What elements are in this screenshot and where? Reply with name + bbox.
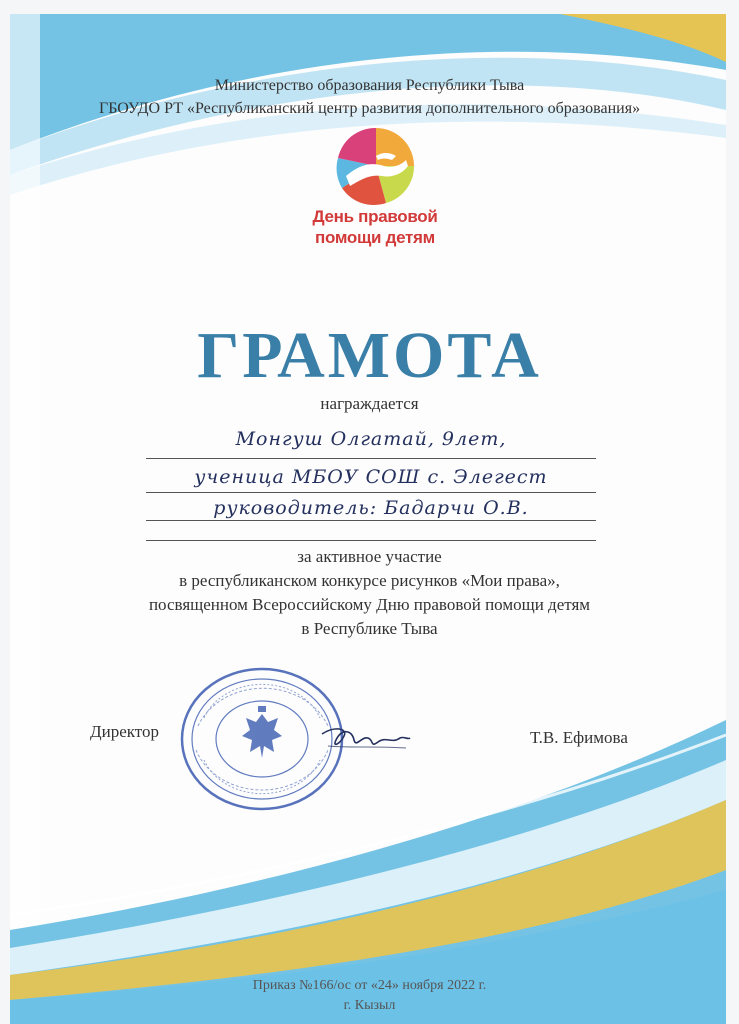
reason-line-1: за активное участие [297, 547, 442, 566]
organization-header: ГБОУДО РТ «Республиканский центр развития дополнительного образования» [98, 100, 641, 117]
reason-line-3: посвященном Всероссийскому Дню правовой помощи детям [148, 595, 591, 614]
recipient-line-2: ученица МБОУ СОШ с. Элегест [194, 466, 548, 488]
reason-line-2: в республиканском конкурсе рисунков «Мои права», [179, 571, 560, 590]
underline [146, 492, 596, 493]
handwritten-signature-icon [318, 718, 414, 758]
hands-circle-logo-icon [326, 126, 430, 206]
underline [146, 520, 596, 521]
logo-text-line1: День правовой [312, 207, 438, 226]
underline [146, 540, 596, 541]
logo-text-line2: помощи детям [315, 228, 435, 247]
recipient-line-3: руководитель: Бадарчи О.В. [213, 497, 529, 519]
recipient-line-1: Монгуш Олгатай, 9лет, [235, 428, 507, 450]
reason-line-4: в Республике Тыва [301, 619, 438, 638]
certificate-title: ГРАМОТА [197, 319, 542, 392]
logo-text [290, 206, 460, 248]
ministry-header: Министерство образования Республики Тыва [214, 77, 525, 94]
city-footer: г. Кызыл [343, 998, 396, 1013]
underline [146, 458, 596, 459]
director-name: Т.В. Ефимова [530, 728, 628, 747]
awarded-label: награждается [320, 394, 419, 413]
director-label: Директор [90, 722, 159, 741]
order-footer: Приказ №166/ос от «24» ноября 2022 г. [252, 978, 487, 993]
